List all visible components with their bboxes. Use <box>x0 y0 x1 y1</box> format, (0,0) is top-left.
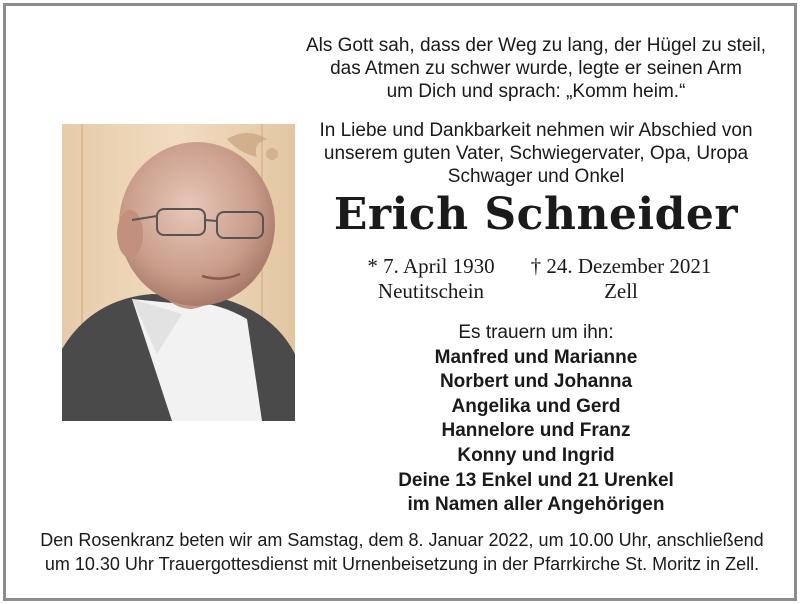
mourner-entry: Hannelore und Franz <box>441 420 631 442</box>
mourner-entry: Norbert und Johanna <box>439 371 633 393</box>
mourners-list <box>296 321 776 518</box>
mourner-entry: Deine 13 Enkel und 21 Urenkel <box>398 469 674 491</box>
deceased-name: Erich Schneider <box>333 189 739 240</box>
mourner-entry: im Namen aller Angehörigen <box>407 494 665 516</box>
obituary-frame <box>3 3 797 601</box>
service-line: um 10.30 Uhr Trauergottesdienst mit Urnenbeisetzung in der Pfarrkirche St. Moritz in Zell. <box>44 554 760 574</box>
service-line: Den Rosenkranz beten wir am Samstag, dem 8. Januar 2022, um 10.00 Uhr, anschließend <box>40 530 764 550</box>
intro-text <box>296 119 776 188</box>
death-info <box>521 254 721 304</box>
birth-info <box>331 254 531 304</box>
mourner-entry: Angelika und Gerd <box>451 395 621 417</box>
birth-date: * 7. April 1930 <box>367 254 495 278</box>
mourners-heading: Es trauern um ihn: <box>458 322 614 343</box>
poem-line: Als Gott sah, dass der Weg zu lang, der Hügel zu steil, <box>305 35 767 56</box>
birth-place: Neutitschein <box>377 279 485 303</box>
poem-line: um Dich und sprach: „Komm heim.“ <box>386 81 686 102</box>
poem <box>296 34 776 103</box>
intro-line: unserem guten Vater, Schwiegervater, Opa, Uropa <box>323 143 749 164</box>
mourner-entry: Manfred und Marianne <box>434 346 638 368</box>
death-place: Zell <box>604 279 638 303</box>
poem-line: das Atmen zu schwer wurde, legte er seinen Arm <box>330 58 742 79</box>
death-date: † 24. Dezember 2021 <box>530 254 712 278</box>
intro-line: In Liebe und Dankbarkeit nehmen wir Abschied von <box>319 120 753 141</box>
portrait-photo <box>62 124 295 421</box>
service-info <box>24 528 780 576</box>
intro-line: Schwager und Onkel <box>447 166 625 187</box>
mourner-entry: Konny und Ingrid <box>457 444 615 466</box>
